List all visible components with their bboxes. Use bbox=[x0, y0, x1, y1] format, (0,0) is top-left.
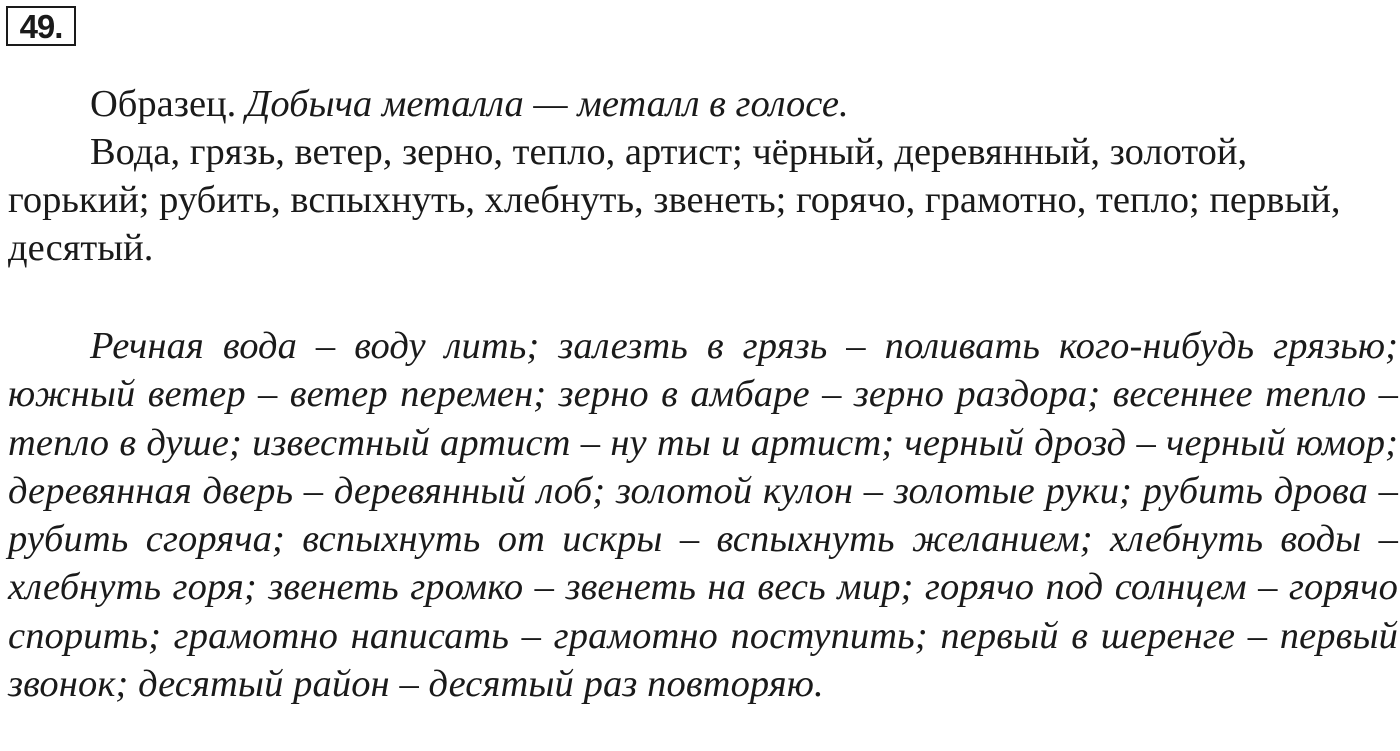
sample-line bbox=[8, 80, 1394, 128]
sample-text: Добыча металла — металл в голосе. bbox=[245, 83, 849, 125]
sample-label: Образец. bbox=[90, 83, 237, 125]
task-words: Вода, грязь, ветер, зерно, тепло, артист; чёрный, деревянный, золотой, горький; рубить, вспыхнуть, хлебнуть, звенеть; горячо, грамотно, тепло; первый, десятый. bbox=[8, 131, 1341, 269]
task-block bbox=[8, 80, 1394, 272]
answer-text: Речная вода – воду лить; залезть в грязь – поливать кого-нибудь грязью; южный ветер – ветер перемен; зерно в амбаре – зерно раздора; весеннее тепло – тепло в душе; известный артист – ну ты и артист; черный дрозд – черный юмор; деревянная дверь – деревянный лоб; золотой кулон – золотые руки; рубить дрова – рубить сгоряча; вспыхнуть от искры – вспыхнуть желанием; хлебнуть воды – хлебнуть горя; звенеть громко – звенеть на весь мир; горячо под солнцем – горячо спорить; грамотно написать – грамотно поступить; первый в шеренге – первый звонок; десятый район – десятый раз повторяю. bbox=[8, 325, 1398, 706]
exercise-number: 49. bbox=[6, 6, 76, 46]
